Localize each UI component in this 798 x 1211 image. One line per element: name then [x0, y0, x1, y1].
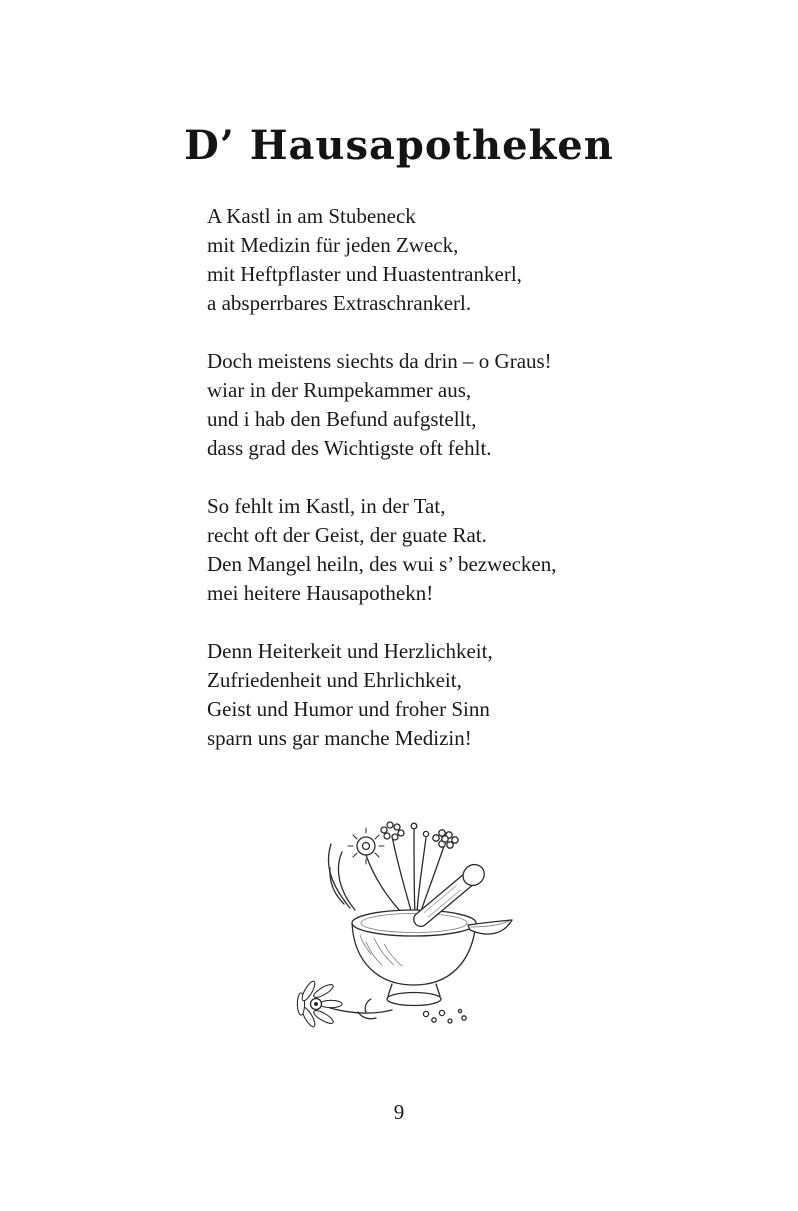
stanza-1 — [207, 202, 627, 318]
poem-line: recht oft der Geist, der guate Rat. — [207, 523, 487, 547]
mortar-bowl — [352, 910, 476, 1006]
poem-line: Den Mangel heiln, des wui s’ bezwecken, — [207, 552, 557, 576]
stanza-3 — [207, 492, 627, 608]
yarrow-flower-right — [433, 830, 458, 848]
poem-line: mit Heftpflaster und Huastentrankerl, — [207, 262, 522, 286]
poem-line: mit Medizin für jeden Zweck, — [207, 233, 459, 257]
poem-line: mei heitere Hausapothekn! — [207, 581, 434, 605]
page-number: 9 — [393, 1100, 405, 1124]
poem-line: Geist und Humor und froher Sinn — [207, 697, 490, 721]
poem-title: D’ Hausapotheken — [184, 122, 614, 169]
seedhead-flower — [348, 828, 384, 864]
illustration-container — [0, 808, 798, 1043]
stanza-4 — [207, 637, 627, 753]
seed-dots — [423, 1009, 466, 1023]
poem-line: Denn Heiterkeit und Herzlichkeit, — [207, 639, 493, 663]
poem-line: A Kastl in am Stubeneck — [207, 204, 416, 228]
herb-leaves — [328, 844, 355, 910]
mortar-pestle-illustration — [274, 808, 524, 1038]
poem-line: So fehlt im Kastl, in der Tat, — [207, 494, 446, 518]
poem-line: Zufriedenheit und Ehrlichkeit, — [207, 668, 462, 692]
poem-line: Doch meistens siechts da drin – o Graus! — [207, 349, 552, 373]
poem-line: und i hab den Befund aufgstellt, — [207, 407, 477, 431]
daisy-flower — [297, 980, 342, 1029]
poem-line: sparn uns gar manche Medizin! — [207, 726, 472, 750]
stanza-2 — [207, 347, 627, 463]
poem-line: dass grad des Wichtigste oft fehlt. — [207, 436, 492, 460]
poem-line: a absperrbares Extraschrankerl. — [207, 291, 472, 315]
poem-line: wiar in der Rumpekammer aus, — [207, 378, 472, 402]
yarrow-flower-middle — [381, 822, 404, 840]
poem-body — [207, 202, 627, 782]
